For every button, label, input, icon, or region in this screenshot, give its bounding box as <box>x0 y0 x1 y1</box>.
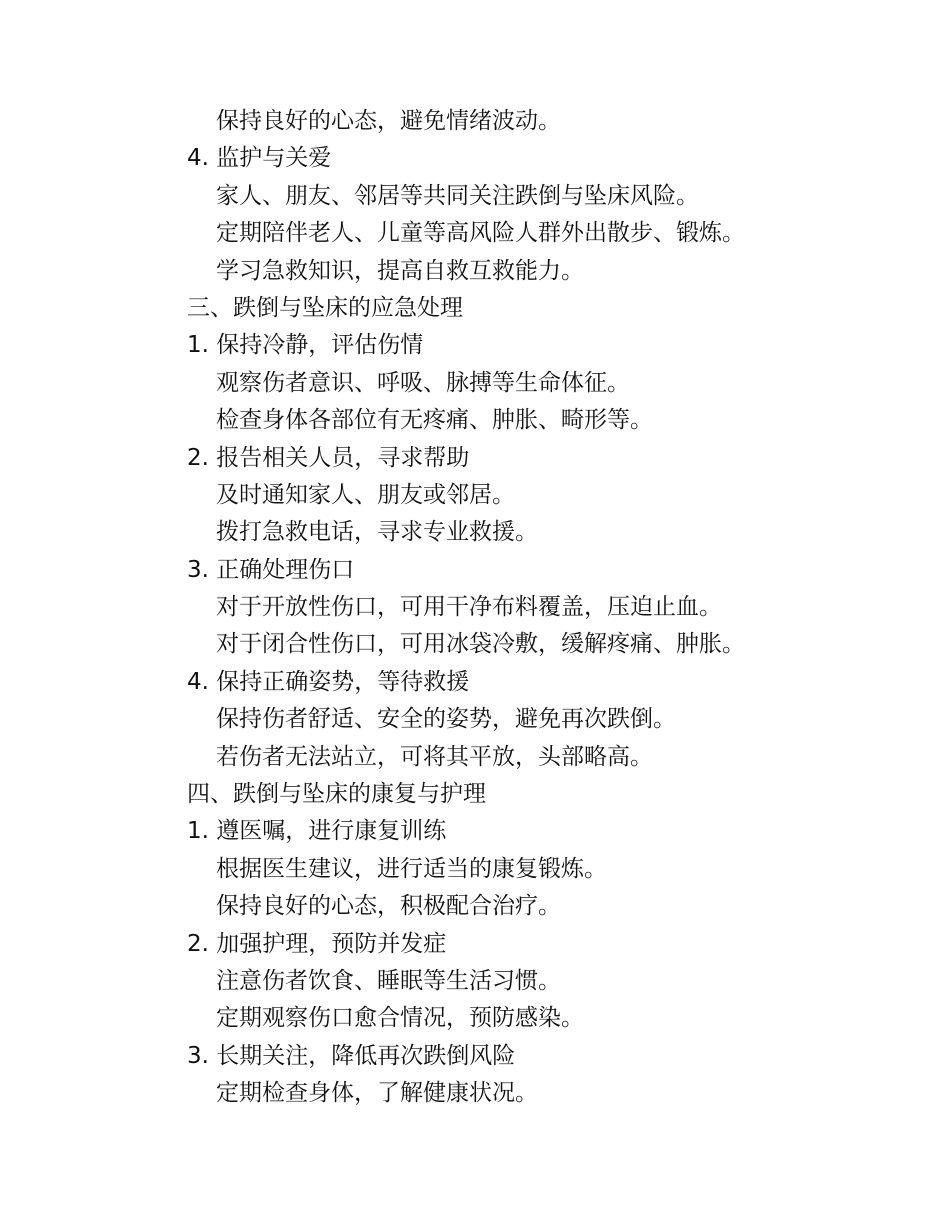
numbered-subheading: 4. 监护与关爱 <box>187 145 332 172</box>
numbered-subheading: 2. 报告相关人员，寻求帮助 <box>187 444 470 471</box>
body-line: 拨打急救电话，寻求专业救援。 <box>216 519 538 546</box>
body-line: 检查身体各部位有无疼痛、肿胀、畸形等。 <box>216 407 653 434</box>
body-line: 家人、朋友、邻居等共同关注跌倒与坠床风险。 <box>216 182 699 209</box>
numbered-subheading: 2. 加强护理，预防并发症 <box>187 930 447 957</box>
numbered-subheading: 3. 正确处理伤口 <box>187 556 355 583</box>
body-line: 观察伤者意识、呼吸、脉搏等生命体征。 <box>216 369 630 396</box>
body-line: 注意伤者饮食、睡眠等生活习惯。 <box>216 967 561 994</box>
body-line: 学习急救知识，提高自救互救能力。 <box>216 257 584 284</box>
numbered-subheading: 3. 长期关注，降低再次跌倒风险 <box>187 1042 516 1069</box>
body-line: 保持良好的心态，避免情绪波动。 <box>216 108 561 134</box>
section-heading: 四、跌倒与坠床的康复与护理 <box>187 781 486 808</box>
body-line: 若伤者无法站立，可将其平放，头部略高。 <box>216 743 653 770</box>
body-line: 定期检查身体，了解健康状况。 <box>216 1080 538 1107</box>
body-line: 保持良好的心态，积极配合治疗。 <box>216 893 561 920</box>
body-line: 保持伤者舒适、安全的姿势，避免再次跌倒。 <box>216 706 676 733</box>
body-line: 对于开放性伤口，可用干净布料覆盖，压迫止血。 <box>216 594 722 621</box>
numbered-subheading: 4. 保持正确姿势，等待救援 <box>187 668 470 695</box>
body-line: 定期观察伤口愈合情况，预防感染。 <box>216 1005 584 1032</box>
body-line: 及时通知家人、朋友或邻居。 <box>216 481 515 508</box>
numbered-subheading: 1. 遵医嘱，进行康复训练 <box>187 818 447 845</box>
body-line: 定期陪伴老人、儿童等高风险人群外出散步、锻炼。 <box>216 220 745 247</box>
document-body <box>187 103 887 1113</box>
body-line: 根据医生建议，进行适当的康复锻炼。 <box>216 855 607 882</box>
section-heading: 三、跌倒与坠床的应急处理 <box>187 294 463 321</box>
body-line: 对于闭合性伤口，可用冰袋冷敷，缓解疼痛、肿胀。 <box>216 631 745 658</box>
numbered-subheading: 1. 保持冷静，评估伤情 <box>187 332 424 359</box>
